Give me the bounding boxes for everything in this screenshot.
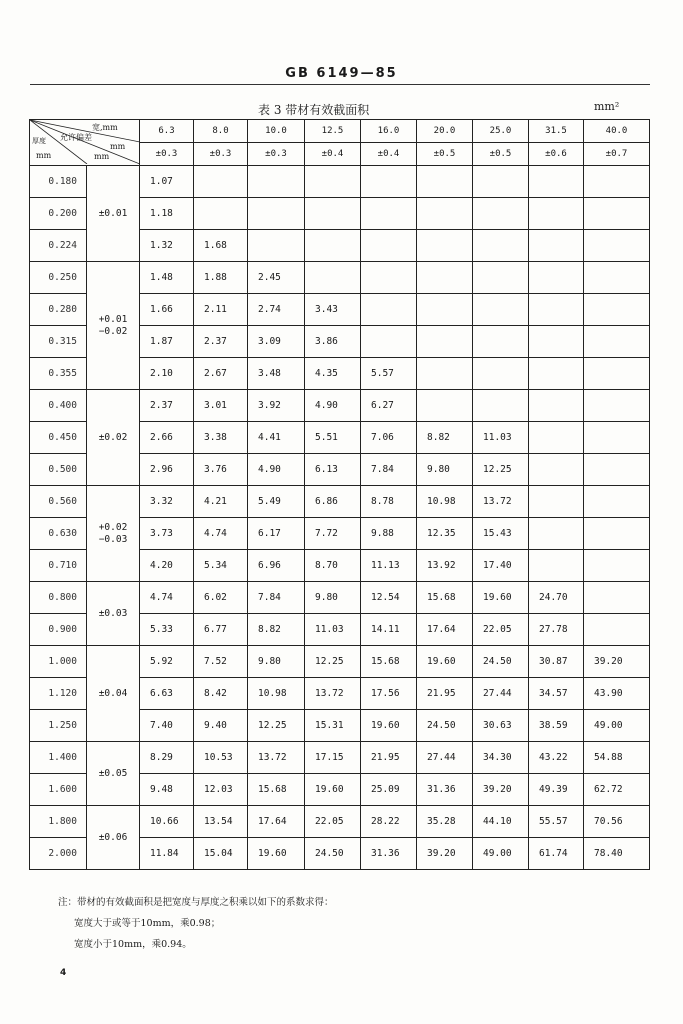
- area-value-cell: 4.20: [140, 550, 194, 582]
- thickness-cell: 0.400: [30, 390, 87, 422]
- area-value-cell: 30.87: [529, 646, 584, 678]
- area-value-cell: 3.32: [140, 486, 194, 518]
- header-rule: [30, 84, 650, 85]
- area-value-cell: 19.60: [417, 646, 473, 678]
- thickness-cell: 0.180: [30, 166, 87, 198]
- area-value-cell: [473, 294, 529, 326]
- area-value-cell: 8.78: [361, 486, 417, 518]
- area-value-cell: [417, 390, 473, 422]
- area-value-cell: [248, 166, 305, 198]
- area-value-cell: 7.72: [305, 518, 361, 550]
- tolerance-line: ±0.06: [98, 831, 128, 843]
- area-value-cell: 24.50: [473, 646, 529, 678]
- area-value-cell: 1.18: [140, 198, 194, 230]
- area-value-cell: [473, 262, 529, 294]
- area-value-cell: 6.27: [361, 390, 417, 422]
- area-value-cell: [473, 230, 529, 262]
- area-value-cell: 39.20: [417, 838, 473, 870]
- area-value-cell: 19.60: [305, 774, 361, 806]
- area-value-cell: 2.67: [194, 358, 248, 390]
- area-value-cell: [473, 390, 529, 422]
- tolerance-line: −0.02: [98, 325, 128, 337]
- tolerance-line: +0.01: [98, 313, 128, 325]
- area-value-cell: 8.82: [248, 614, 305, 646]
- area-value-cell: 15.68: [417, 582, 473, 614]
- area-value-cell: 54.88: [584, 742, 650, 774]
- area-value-cell: [584, 262, 650, 294]
- table-row: [30, 262, 650, 294]
- area-value-cell: 55.57: [529, 806, 584, 838]
- area-value-cell: 3.09: [248, 326, 305, 358]
- area-value-cell: [584, 326, 650, 358]
- thickness-cell: 1.000: [30, 646, 87, 678]
- area-value-cell: 5.33: [140, 614, 194, 646]
- area-value-cell: 6.02: [194, 582, 248, 614]
- width-tolerance-cell: ±0.3: [140, 143, 194, 166]
- area-value-cell: 4.21: [194, 486, 248, 518]
- area-value-cell: [194, 166, 248, 198]
- area-value-cell: 27.44: [417, 742, 473, 774]
- area-value-cell: 5.51: [305, 422, 361, 454]
- area-value-cell: 34.57: [529, 678, 584, 710]
- thickness-tolerance-cell: [87, 582, 140, 646]
- area-value-cell: 9.80: [417, 454, 473, 486]
- area-value-cell: 11.03: [305, 614, 361, 646]
- area-value-cell: 13.92: [417, 550, 473, 582]
- area-value-cell: [529, 198, 584, 230]
- thickness-tolerance-cell: [87, 742, 140, 806]
- area-value-cell: [305, 198, 361, 230]
- area-value-cell: [584, 166, 650, 198]
- area-value-cell: [248, 230, 305, 262]
- area-value-cell: 35.28: [417, 806, 473, 838]
- thickness-cell: 1.250: [30, 710, 87, 742]
- area-value-cell: 62.72: [584, 774, 650, 806]
- area-value-cell: [584, 614, 650, 646]
- area-value-cell: [584, 294, 650, 326]
- area-value-cell: 6.86: [305, 486, 361, 518]
- area-value-cell: 9.80: [248, 646, 305, 678]
- area-value-cell: 15.43: [473, 518, 529, 550]
- area-value-cell: [361, 230, 417, 262]
- standard-code: GB 6149—85: [285, 66, 398, 81]
- area-value-cell: [417, 166, 473, 198]
- area-value-cell: 8.82: [417, 422, 473, 454]
- area-value-cell: [584, 486, 650, 518]
- area-value-cell: [529, 230, 584, 262]
- thickness-cell: 0.200: [30, 198, 87, 230]
- area-value-cell: 31.36: [361, 838, 417, 870]
- area-value-cell: 3.01: [194, 390, 248, 422]
- width-header-cell: 8.0: [194, 120, 248, 143]
- corner-thickness-unit: mm: [36, 151, 52, 160]
- thickness-cell: 0.315: [30, 326, 87, 358]
- area-value-cell: 9.80: [305, 582, 361, 614]
- area-value-cell: [417, 358, 473, 390]
- width-tolerance-cell: ±0.3: [194, 143, 248, 166]
- table-row: [30, 806, 650, 838]
- area-value-cell: 2.37: [194, 326, 248, 358]
- thickness-tolerance-cell: [87, 262, 140, 390]
- width-tolerance-cell: ±0.3: [248, 143, 305, 166]
- thickness-cell: 2.000: [30, 838, 87, 870]
- thickness-cell: 0.800: [30, 582, 87, 614]
- tolerance-line: ±0.03: [98, 607, 128, 619]
- area-value-cell: 34.30: [473, 742, 529, 774]
- area-value-cell: [584, 198, 650, 230]
- corner-width-label: 宽,mm: [92, 123, 118, 132]
- area-value-cell: 3.92: [248, 390, 305, 422]
- area-value-cell: [361, 294, 417, 326]
- area-value-cell: 12.25: [305, 646, 361, 678]
- area-value-cell: 7.84: [361, 454, 417, 486]
- area-value-cell: 14.11: [361, 614, 417, 646]
- area-value-cell: 9.48: [140, 774, 194, 806]
- area-value-cell: 11.03: [473, 422, 529, 454]
- thickness-cell: 0.560: [30, 486, 87, 518]
- thickness-cell: 1.800: [30, 806, 87, 838]
- area-value-cell: 12.25: [248, 710, 305, 742]
- area-value-cell: [473, 166, 529, 198]
- thickness-cell: 1.400: [30, 742, 87, 774]
- width-header-cell: 6.3: [140, 120, 194, 143]
- tolerance-line: +0.02: [98, 521, 128, 533]
- note-line-1: 注：带材的有效截面积是把宽度与厚度之积乘以如下的系数求得：: [58, 897, 334, 908]
- table-row: [30, 486, 650, 518]
- area-value-cell: [305, 166, 361, 198]
- area-value-cell: 12.54: [361, 582, 417, 614]
- area-value-cell: 61.74: [529, 838, 584, 870]
- area-value-cell: 5.34: [194, 550, 248, 582]
- area-value-cell: [361, 262, 417, 294]
- area-value-cell: 17.40: [473, 550, 529, 582]
- width-header-cell: 10.0: [248, 120, 305, 143]
- area-value-cell: 21.95: [361, 742, 417, 774]
- area-value-cell: 19.60: [248, 838, 305, 870]
- thickness-cell: 0.280: [30, 294, 87, 326]
- area-value-cell: 7.52: [194, 646, 248, 678]
- area-value-cell: [417, 198, 473, 230]
- width-tolerance-cell: ±0.6: [529, 143, 584, 166]
- area-value-cell: 4.90: [305, 390, 361, 422]
- table-row: [30, 742, 650, 774]
- area-value-cell: 9.88: [361, 518, 417, 550]
- width-header-cell: 20.0: [417, 120, 473, 143]
- width-tolerance-cell: ±0.5: [417, 143, 473, 166]
- area-value-cell: [417, 262, 473, 294]
- table-notes: [58, 892, 334, 955]
- area-value-cell: 25.09: [361, 774, 417, 806]
- area-value-cell: 8.70: [305, 550, 361, 582]
- area-value-cell: 7.40: [140, 710, 194, 742]
- thickness-cell: 0.450: [30, 422, 87, 454]
- area-value-cell: 3.38: [194, 422, 248, 454]
- area-value-cell: 21.95: [417, 678, 473, 710]
- area-value-cell: 15.31: [305, 710, 361, 742]
- area-value-cell: 1.66: [140, 294, 194, 326]
- width-header-cell: 16.0: [361, 120, 417, 143]
- area-value-cell: [194, 198, 248, 230]
- area-value-cell: 3.76: [194, 454, 248, 486]
- header-row-widths: [30, 120, 650, 143]
- width-tolerance-cell: ±0.7: [584, 143, 650, 166]
- area-value-cell: [473, 358, 529, 390]
- area-value-cell: 43.22: [529, 742, 584, 774]
- thickness-tolerance-cell: [87, 390, 140, 486]
- area-value-cell: 31.36: [417, 774, 473, 806]
- thickness-tolerance-cell: [87, 806, 140, 870]
- area-value-cell: 27.78: [529, 614, 584, 646]
- area-value-cell: 11.84: [140, 838, 194, 870]
- area-value-cell: [529, 390, 584, 422]
- thickness-tolerance-cell: [87, 646, 140, 742]
- tolerance-line: −0.03: [98, 533, 128, 545]
- thickness-tolerance-cell: [87, 486, 140, 582]
- thickness-cell: 1.120: [30, 678, 87, 710]
- effective-area-table: [29, 119, 650, 870]
- area-value-cell: 1.32: [140, 230, 194, 262]
- area-value-cell: 1.87: [140, 326, 194, 358]
- area-value-cell: 8.42: [194, 678, 248, 710]
- width-tolerance-cell: ±0.5: [473, 143, 529, 166]
- area-value-cell: 4.90: [248, 454, 305, 486]
- table-corner-header: [30, 120, 140, 166]
- area-value-cell: 13.72: [305, 678, 361, 710]
- area-value-cell: 5.57: [361, 358, 417, 390]
- tolerance-line: ±0.02: [98, 431, 128, 443]
- area-value-cell: [417, 230, 473, 262]
- area-value-cell: 49.00: [473, 838, 529, 870]
- corner-tolerance-unit-2: mm: [94, 152, 110, 161]
- note-line-3: 宽度小于10mm，乘0.94。: [74, 939, 192, 950]
- area-value-cell: [361, 326, 417, 358]
- thickness-cell: 0.250: [30, 262, 87, 294]
- area-value-cell: 6.17: [248, 518, 305, 550]
- area-value-cell: 1.68: [194, 230, 248, 262]
- area-value-cell: 1.07: [140, 166, 194, 198]
- area-value-cell: 10.53: [194, 742, 248, 774]
- area-value-cell: 70.56: [584, 806, 650, 838]
- area-value-cell: [529, 358, 584, 390]
- area-value-cell: 24.70: [529, 582, 584, 614]
- tolerance-line: ±0.01: [98, 207, 128, 219]
- area-value-cell: 19.60: [473, 582, 529, 614]
- area-value-cell: 22.05: [305, 806, 361, 838]
- area-value-cell: 12.35: [417, 518, 473, 550]
- thickness-cell: 0.355: [30, 358, 87, 390]
- area-value-cell: [473, 198, 529, 230]
- area-value-cell: [529, 518, 584, 550]
- thickness-cell: 0.630: [30, 518, 87, 550]
- area-value-cell: 2.66: [140, 422, 194, 454]
- area-value-cell: 17.56: [361, 678, 417, 710]
- area-value-cell: 8.29: [140, 742, 194, 774]
- table-row: [30, 582, 650, 614]
- table-row: [30, 166, 650, 198]
- area-value-cell: 24.50: [417, 710, 473, 742]
- thickness-cell: 0.500: [30, 454, 87, 486]
- area-value-cell: 17.15: [305, 742, 361, 774]
- area-value-cell: 2.96: [140, 454, 194, 486]
- corner-tolerance-unit: mm: [110, 142, 126, 151]
- area-value-cell: 5.92: [140, 646, 194, 678]
- area-value-cell: [529, 550, 584, 582]
- area-value-cell: 4.74: [140, 582, 194, 614]
- table-row: [30, 646, 650, 678]
- area-value-cell: 2.45: [248, 262, 305, 294]
- area-value-cell: 44.10: [473, 806, 529, 838]
- area-value-cell: [417, 326, 473, 358]
- area-value-cell: [584, 518, 650, 550]
- area-value-cell: 4.35: [305, 358, 361, 390]
- area-value-cell: [529, 422, 584, 454]
- width-tolerance-cell: ±0.4: [305, 143, 361, 166]
- area-value-cell: [584, 422, 650, 454]
- area-value-cell: 49.39: [529, 774, 584, 806]
- width-header-cell: 12.5: [305, 120, 361, 143]
- area-value-cell: [529, 326, 584, 358]
- area-value-cell: [305, 262, 361, 294]
- area-value-cell: 7.84: [248, 582, 305, 614]
- area-value-cell: 3.73: [140, 518, 194, 550]
- area-value-cell: 39.20: [473, 774, 529, 806]
- area-value-cell: 39.20: [584, 646, 650, 678]
- area-value-cell: 27.44: [473, 678, 529, 710]
- table-caption: 表 3 带材有效截面积: [258, 103, 370, 117]
- area-value-cell: [248, 198, 305, 230]
- area-value-cell: 3.48: [248, 358, 305, 390]
- corner-thickness-label: 厚度: [32, 137, 46, 145]
- area-value-cell: 12.25: [473, 454, 529, 486]
- area-value-cell: [584, 550, 650, 582]
- area-value-cell: 13.72: [248, 742, 305, 774]
- area-value-cell: [584, 390, 650, 422]
- thickness-cell: 1.600: [30, 774, 87, 806]
- area-value-cell: 7.06: [361, 422, 417, 454]
- area-value-cell: 2.74: [248, 294, 305, 326]
- area-value-cell: 6.77: [194, 614, 248, 646]
- area-value-cell: 13.54: [194, 806, 248, 838]
- area-value-cell: [584, 358, 650, 390]
- thickness-tolerance-cell: [87, 166, 140, 262]
- area-value-cell: 78.40: [584, 838, 650, 870]
- area-value-cell: 11.13: [361, 550, 417, 582]
- thickness-cell: 0.224: [30, 230, 87, 262]
- area-value-cell: 4.74: [194, 518, 248, 550]
- area-value-cell: 17.64: [417, 614, 473, 646]
- width-header-cell: 31.5: [529, 120, 584, 143]
- area-value-cell: 17.64: [248, 806, 305, 838]
- area-value-cell: 6.63: [140, 678, 194, 710]
- area-value-cell: 28.22: [361, 806, 417, 838]
- tolerance-line: ±0.04: [98, 687, 128, 699]
- area-value-cell: 24.50: [305, 838, 361, 870]
- area-value-cell: 1.48: [140, 262, 194, 294]
- area-value-cell: 15.04: [194, 838, 248, 870]
- area-value-cell: 3.43: [305, 294, 361, 326]
- page-number: 4: [60, 968, 67, 978]
- note-line-2: 宽度大于或等于10mm，乘0.98；: [74, 918, 221, 929]
- area-value-cell: 4.41: [248, 422, 305, 454]
- area-value-cell: 10.98: [417, 486, 473, 518]
- area-value-cell: [529, 454, 584, 486]
- area-value-cell: 15.68: [361, 646, 417, 678]
- area-value-cell: 3.86: [305, 326, 361, 358]
- area-value-cell: [417, 294, 473, 326]
- area-value-cell: [473, 326, 529, 358]
- area-value-cell: 6.96: [248, 550, 305, 582]
- area-value-cell: 2.10: [140, 358, 194, 390]
- area-value-cell: 10.66: [140, 806, 194, 838]
- area-value-cell: 22.05: [473, 614, 529, 646]
- thickness-cell: 0.710: [30, 550, 87, 582]
- area-value-cell: 12.03: [194, 774, 248, 806]
- tolerance-line: ±0.05: [98, 767, 128, 779]
- area-value-cell: 6.13: [305, 454, 361, 486]
- area-value-cell: 19.60: [361, 710, 417, 742]
- width-header-cell: 40.0: [584, 120, 650, 143]
- area-value-cell: [584, 582, 650, 614]
- area-value-cell: [529, 294, 584, 326]
- area-value-cell: [361, 166, 417, 198]
- area-value-cell: [529, 262, 584, 294]
- width-tolerance-cell: ±0.4: [361, 143, 417, 166]
- area-value-cell: [584, 454, 650, 486]
- area-value-cell: 43.90: [584, 678, 650, 710]
- area-value-cell: 2.37: [140, 390, 194, 422]
- width-header-cell: 25.0: [473, 120, 529, 143]
- area-value-cell: [305, 230, 361, 262]
- area-value-cell: [584, 230, 650, 262]
- thickness-cell: 0.900: [30, 614, 87, 646]
- area-value-cell: 15.68: [248, 774, 305, 806]
- area-value-cell: 1.88: [194, 262, 248, 294]
- area-value-cell: [529, 166, 584, 198]
- area-value-cell: 30.63: [473, 710, 529, 742]
- area-value-cell: [361, 198, 417, 230]
- area-value-cell: 9.40: [194, 710, 248, 742]
- area-value-cell: 38.59: [529, 710, 584, 742]
- area-value-cell: 5.49: [248, 486, 305, 518]
- corner-tolerance-label: 允许偏差: [60, 133, 92, 142]
- area-value-cell: 10.98: [248, 678, 305, 710]
- area-value-cell: 2.11: [194, 294, 248, 326]
- table-row: [30, 390, 650, 422]
- area-value-cell: [529, 486, 584, 518]
- table-unit: mm²: [594, 100, 620, 113]
- area-value-cell: 13.72: [473, 486, 529, 518]
- area-value-cell: 49.00: [584, 710, 650, 742]
